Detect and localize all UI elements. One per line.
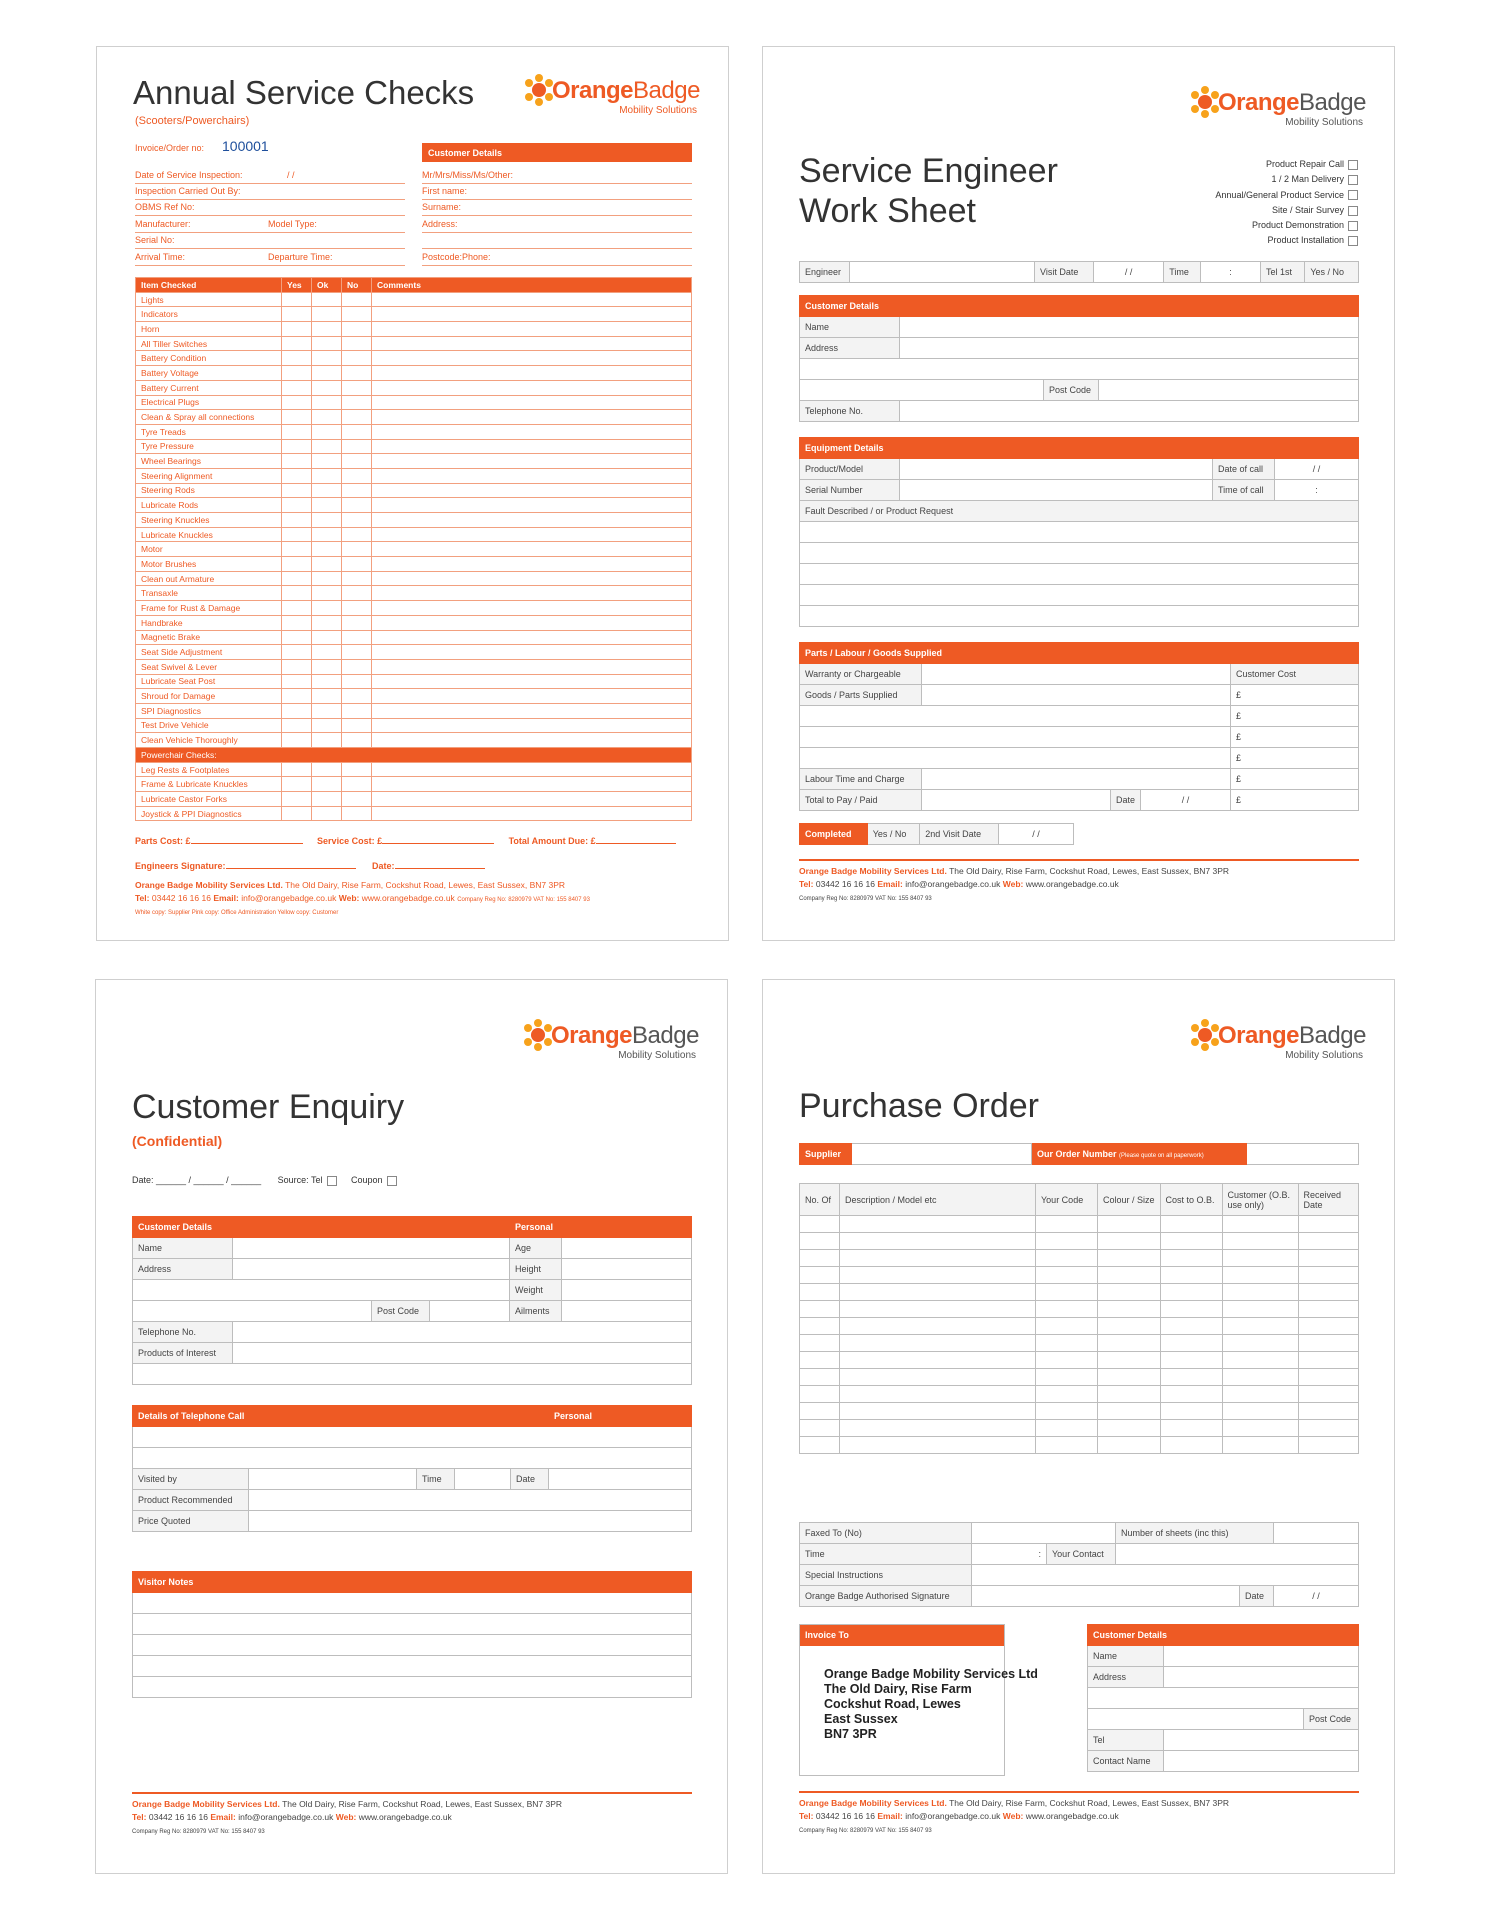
checklist-row: Frame & Lubricate Knuckles — [136, 777, 692, 792]
checklist-row: Indicators — [136, 307, 692, 322]
checklist-row: Lubricate Rods — [136, 498, 692, 513]
checklist-row: Lights — [136, 292, 692, 307]
orange-badge-logo: OrangeBadge Mobility Solutions — [1188, 1016, 1363, 1076]
checklist-row: Lubricate Castor Forks — [136, 792, 692, 807]
costs-row — [135, 836, 690, 846]
invoice-number: 100001 — [222, 138, 269, 154]
purchase-order-form — [762, 979, 1395, 1874]
field-title[interactable]: Mr/Mrs/Miss/Ms/Other: — [422, 168, 692, 184]
call-type-option[interactable]: Annual/General Product Service — [1215, 188, 1358, 203]
footer-rule — [132, 1792, 692, 1794]
customer-details-header: Customer Details — [422, 143, 692, 162]
checklist-row: Steering Rods — [136, 483, 692, 498]
checklist-row: Magnetic Brake — [136, 630, 692, 645]
signature-row[interactable]: Engineers Signature: Date: — [135, 861, 485, 871]
footer: Orange Badge Mobility Services Ltd. The Old Dairy, Rise Farm, Cockshut Road, Lewes, East Sussex, BN7 3PR Tel: 03442 16 16 16 Email: info@orangebadge.co.uk Web: www.orangebadge.co.uk Company Reg No: 8280979 VAT No: 155 8407 93 — [799, 866, 1230, 902]
order-line-row — [800, 1284, 1359, 1301]
field-obms-ref[interactable]: OBMS Ref No: — [135, 200, 405, 216]
checklist-row: Transaxle — [136, 586, 692, 601]
tel-checkbox[interactable] — [327, 1176, 337, 1186]
field-surname[interactable]: Surname: — [422, 200, 692, 216]
orange-badge-logo: OrangeBadge Mobility Solutions — [522, 71, 697, 131]
checkbox — [1348, 190, 1358, 200]
checklist-row: Lubricate Seat Post — [136, 674, 692, 689]
checklist-row: Tyre Pressure — [136, 439, 692, 454]
order-line-row — [800, 1369, 1359, 1386]
checklist-row: Tyre Treads — [136, 424, 692, 439]
service-engineer-worksheet — [762, 46, 1395, 941]
call-type-option[interactable]: Product Repair Call — [1215, 157, 1358, 172]
call-type-option[interactable]: Product Installation — [1215, 233, 1358, 248]
order-line-row — [800, 1403, 1359, 1420]
field-arrival-time[interactable]: Arrival Time: Departure Time: — [135, 250, 405, 266]
order-lines-table: No. Of Description / Model etc Your Code Colour / Size Cost to O.B. Customer (O.B. use only) Received Date — [799, 1183, 1359, 1454]
parts-labour-table: Parts / Labour / Goods Supplied Warranty or Chargeable Customer Cost Goods / Parts Supplied £ £ £ £ Labour Time and Charge £ Total to Pay / Paid Date / / £ — [799, 642, 1359, 811]
call-type-option[interactable]: Product Demonstration — [1215, 218, 1358, 233]
invoice-address: Orange Badge Mobility Services Ltd The Old Dairy, Rise Farm Cockshut Road, Lewes East Sussex BN7 3PR — [824, 1667, 1038, 1741]
checklist-row: Clean & Spray all connections — [136, 410, 692, 425]
field-inspected-by[interactable]: Inspection Carried Out By: — [135, 184, 405, 200]
order-line-row — [800, 1437, 1359, 1454]
checklist-row: Leg Rests & Footplates — [136, 762, 692, 777]
field-first-name[interactable]: First name: — [422, 184, 692, 200]
page-title: Service Engineer Work Sheet — [799, 152, 1058, 230]
service-checklist-table: Item Checked Yes Ok No Comments Lights Indicators Horn All Tiller Switches Battery Condition Battery Voltage Battery Current Electrical Plugs Clean & Spray all connections Tyre Treads Tyre Pressure Wheel Bearings Steering Alignment Steering Rods Lubricate Rods Steering Knuckles Lubricate Knuckles Motor Motor Brushes Clean out Armature Transaxle Frame for Rust & Damage Handbrake Magnetic Brake Seat Side Adjustment Seat Swivel & Lever Lubricate Seat Post Shroud for Damage SPI Diagnostics Test Drive Vehicle Clean Vehicle Thoroughly Powerchair Checks: Leg Rests & Footplates Frame & Lubricate Knuckles Lubricate Castor Forks Joystick & PPI Diagnostics — [135, 277, 692, 821]
invoice-to-box — [799, 1624, 1038, 1776]
customer-details-table: Customer Details Name Address Post Code Telephone No. — [799, 295, 1359, 422]
field-address[interactable]: Address: — [422, 217, 692, 233]
powerchair-section-header: Powerchair Checks: — [136, 748, 692, 763]
parts-cost-label: Parts Cost: £ — [135, 836, 191, 846]
footer: Orange Badge Mobility Services Ltd. The Old Dairy, Rise Farm, Cockshut Road, Lewes, East Sussex, BN7 3PR Tel: 03442 16 16 16 Email: info@orangebadge.co.uk Web: www.orangebadge.co.uk Company Reg No: 8280979 VAT No: 155 8407 93 — [799, 1798, 1230, 1834]
field-postcode[interactable]: Postcode:Phone: — [422, 250, 692, 266]
equipment-details-table: Equipment Details Product/Model Date of call / / Serial Number Time of call : Fault Described / or Product Request — [799, 437, 1359, 627]
orange-badge-logo: OrangeBadge Mobility Solutions — [521, 1016, 696, 1076]
checklist-row: Test Drive Vehicle — [136, 718, 692, 733]
footer: Orange Badge Mobility Services Ltd. The Old Dairy, Rise Farm, Cockshut Road, Lewes, East Sussex, BN7 3PR Tel: 03442 16 16 16 Email: info@orangebadge.co.uk Web: www.orangebadge.co.uk Company Reg No: 8280979 VAT No: 155 8407 93 — [132, 1799, 563, 1835]
checklist-row: Shroud for Damage — [136, 689, 692, 704]
order-line-row — [800, 1233, 1359, 1250]
fax-details-table: Faxed To (No) Number of sheets (inc this) Time : Your Contact Special Instructions Orange Badge Authorised Signature Date / / — [799, 1522, 1359, 1607]
checklist-row: Steering Alignment — [136, 468, 692, 483]
checkbox — [1348, 160, 1358, 170]
footer: Orange Badge Mobility Services Ltd. The Old Dairy, Rise Farm, Cockshut Road, Lewes, East Sussex, BN7 3PR Tel: 03442 16 16 16 Email: info@orangebadge.co.uk Web: www.orangebadge.co.uk Company Reg No: 8280979 VAT No: 155 8407 93 White copy: Supplier Pink copy: Office Administration Yellow copy: Customer — [135, 880, 590, 916]
date-source-row: Date: ______ / ______ / ______ Source: Tel Coupon — [132, 1175, 397, 1186]
customer-enquiry-form — [95, 979, 728, 1874]
sunflower-icon — [522, 73, 556, 107]
telephone-call-table: Details of Telephone Call Personal Visited by Time Date Product Recommended Price Quoted — [132, 1405, 692, 1532]
completed-row: Completed Yes / No 2nd Visit Date / / — [799, 823, 1074, 845]
call-type-option[interactable]: 1 / 2 Man Delivery — [1215, 172, 1358, 187]
checklist-row: Handbrake — [136, 615, 692, 630]
footer-rule — [799, 1791, 1359, 1793]
confidential-label: (Confidential) — [132, 1133, 223, 1149]
call-type-option[interactable]: Site / Stair Survey — [1215, 203, 1358, 218]
checklist-row: Electrical Plugs — [136, 395, 692, 410]
page-subtitle: (Scooters/Powerchairs) — [135, 115, 250, 127]
checkbox — [1348, 206, 1358, 216]
checklist-row: Motor — [136, 542, 692, 557]
checklist-row: SPI Diagnostics — [136, 703, 692, 718]
order-line-row — [800, 1318, 1359, 1335]
page-title: Annual Service Checks — [133, 74, 475, 111]
checklist-row: Wheel Bearings — [136, 454, 692, 469]
annual-service-checks-form — [96, 46, 729, 941]
total-due-label: Total Amount Due: £ — [508, 836, 596, 846]
sunflower-icon — [521, 1018, 555, 1052]
checklist-row: Seat Swivel & Lever — [136, 659, 692, 674]
sunflower-icon — [1188, 85, 1222, 119]
checkbox — [1348, 175, 1358, 185]
checkbox — [1348, 236, 1358, 246]
checklist-row: Horn — [136, 322, 692, 337]
po-customer-details-table: Customer Details Name Address Post Code Tel Contact Name — [1087, 1624, 1359, 1772]
service-cost-label: Service Cost: £ — [317, 836, 383, 846]
invoice-label: Invoice/Order no: — [135, 143, 205, 153]
order-line-row — [800, 1335, 1359, 1352]
checklist-row: Clean out Armature — [136, 571, 692, 586]
page-title: Customer Enquiry — [132, 1088, 405, 1126]
footer-rule — [799, 859, 1359, 861]
order-line-row — [800, 1386, 1359, 1403]
orange-badge-logo: OrangeBadge Mobility Solutions — [1188, 83, 1363, 143]
supplier-row: Supplier Our Order Number (Please quote on all paperwork) — [799, 1143, 1359, 1165]
coupon-checkbox[interactable] — [387, 1176, 397, 1186]
checklist-row: Steering Knuckles — [136, 513, 692, 528]
checkbox — [1348, 221, 1358, 231]
order-line-row — [800, 1352, 1359, 1369]
visitor-notes-table: Visitor Notes — [132, 1571, 692, 1698]
checklist-row: Lubricate Knuckles — [136, 527, 692, 542]
page-title: Purchase Order — [799, 1087, 1039, 1125]
checklist-row: Frame for Rust & Damage — [136, 601, 692, 616]
order-line-row — [800, 1301, 1359, 1318]
order-line-row — [800, 1420, 1359, 1437]
checklist-row: Clean Vehicle Thoroughly — [136, 733, 692, 748]
field-manufacturer[interactable]: Manufacturer: Model Type: — [135, 217, 405, 233]
field-address-2[interactable] — [422, 233, 692, 249]
checklist-row: Motor Brushes — [136, 557, 692, 572]
field-serial[interactable]: Serial No: — [135, 233, 405, 249]
order-line-row — [800, 1267, 1359, 1284]
field-date-inspection[interactable]: Date of Service Inspection: / / — [135, 168, 405, 184]
order-line-row — [800, 1216, 1359, 1233]
checklist-row: Battery Voltage — [136, 366, 692, 381]
checklist-row: All Tiller Switches — [136, 336, 692, 351]
checklist-row: Joystick & PPI Diagnostics — [136, 806, 692, 821]
checklist-row: Battery Condition — [136, 351, 692, 366]
order-line-row — [800, 1250, 1359, 1267]
checklist-row: Seat Side Adjustment — [136, 645, 692, 660]
call-type-options — [1215, 157, 1358, 249]
engineer-row-table: Engineer Visit Date / / Time : Tel 1st Yes / No — [799, 261, 1359, 283]
checklist-row: Battery Current — [136, 380, 692, 395]
invoice-to-header: Invoice To — [800, 1625, 1004, 1646]
customer-details-table: Customer Details Personal Name Age Address Height Weight Post Code Ailments Telephone No. Products of Interest — [132, 1216, 692, 1385]
sunflower-icon — [1188, 1018, 1222, 1052]
